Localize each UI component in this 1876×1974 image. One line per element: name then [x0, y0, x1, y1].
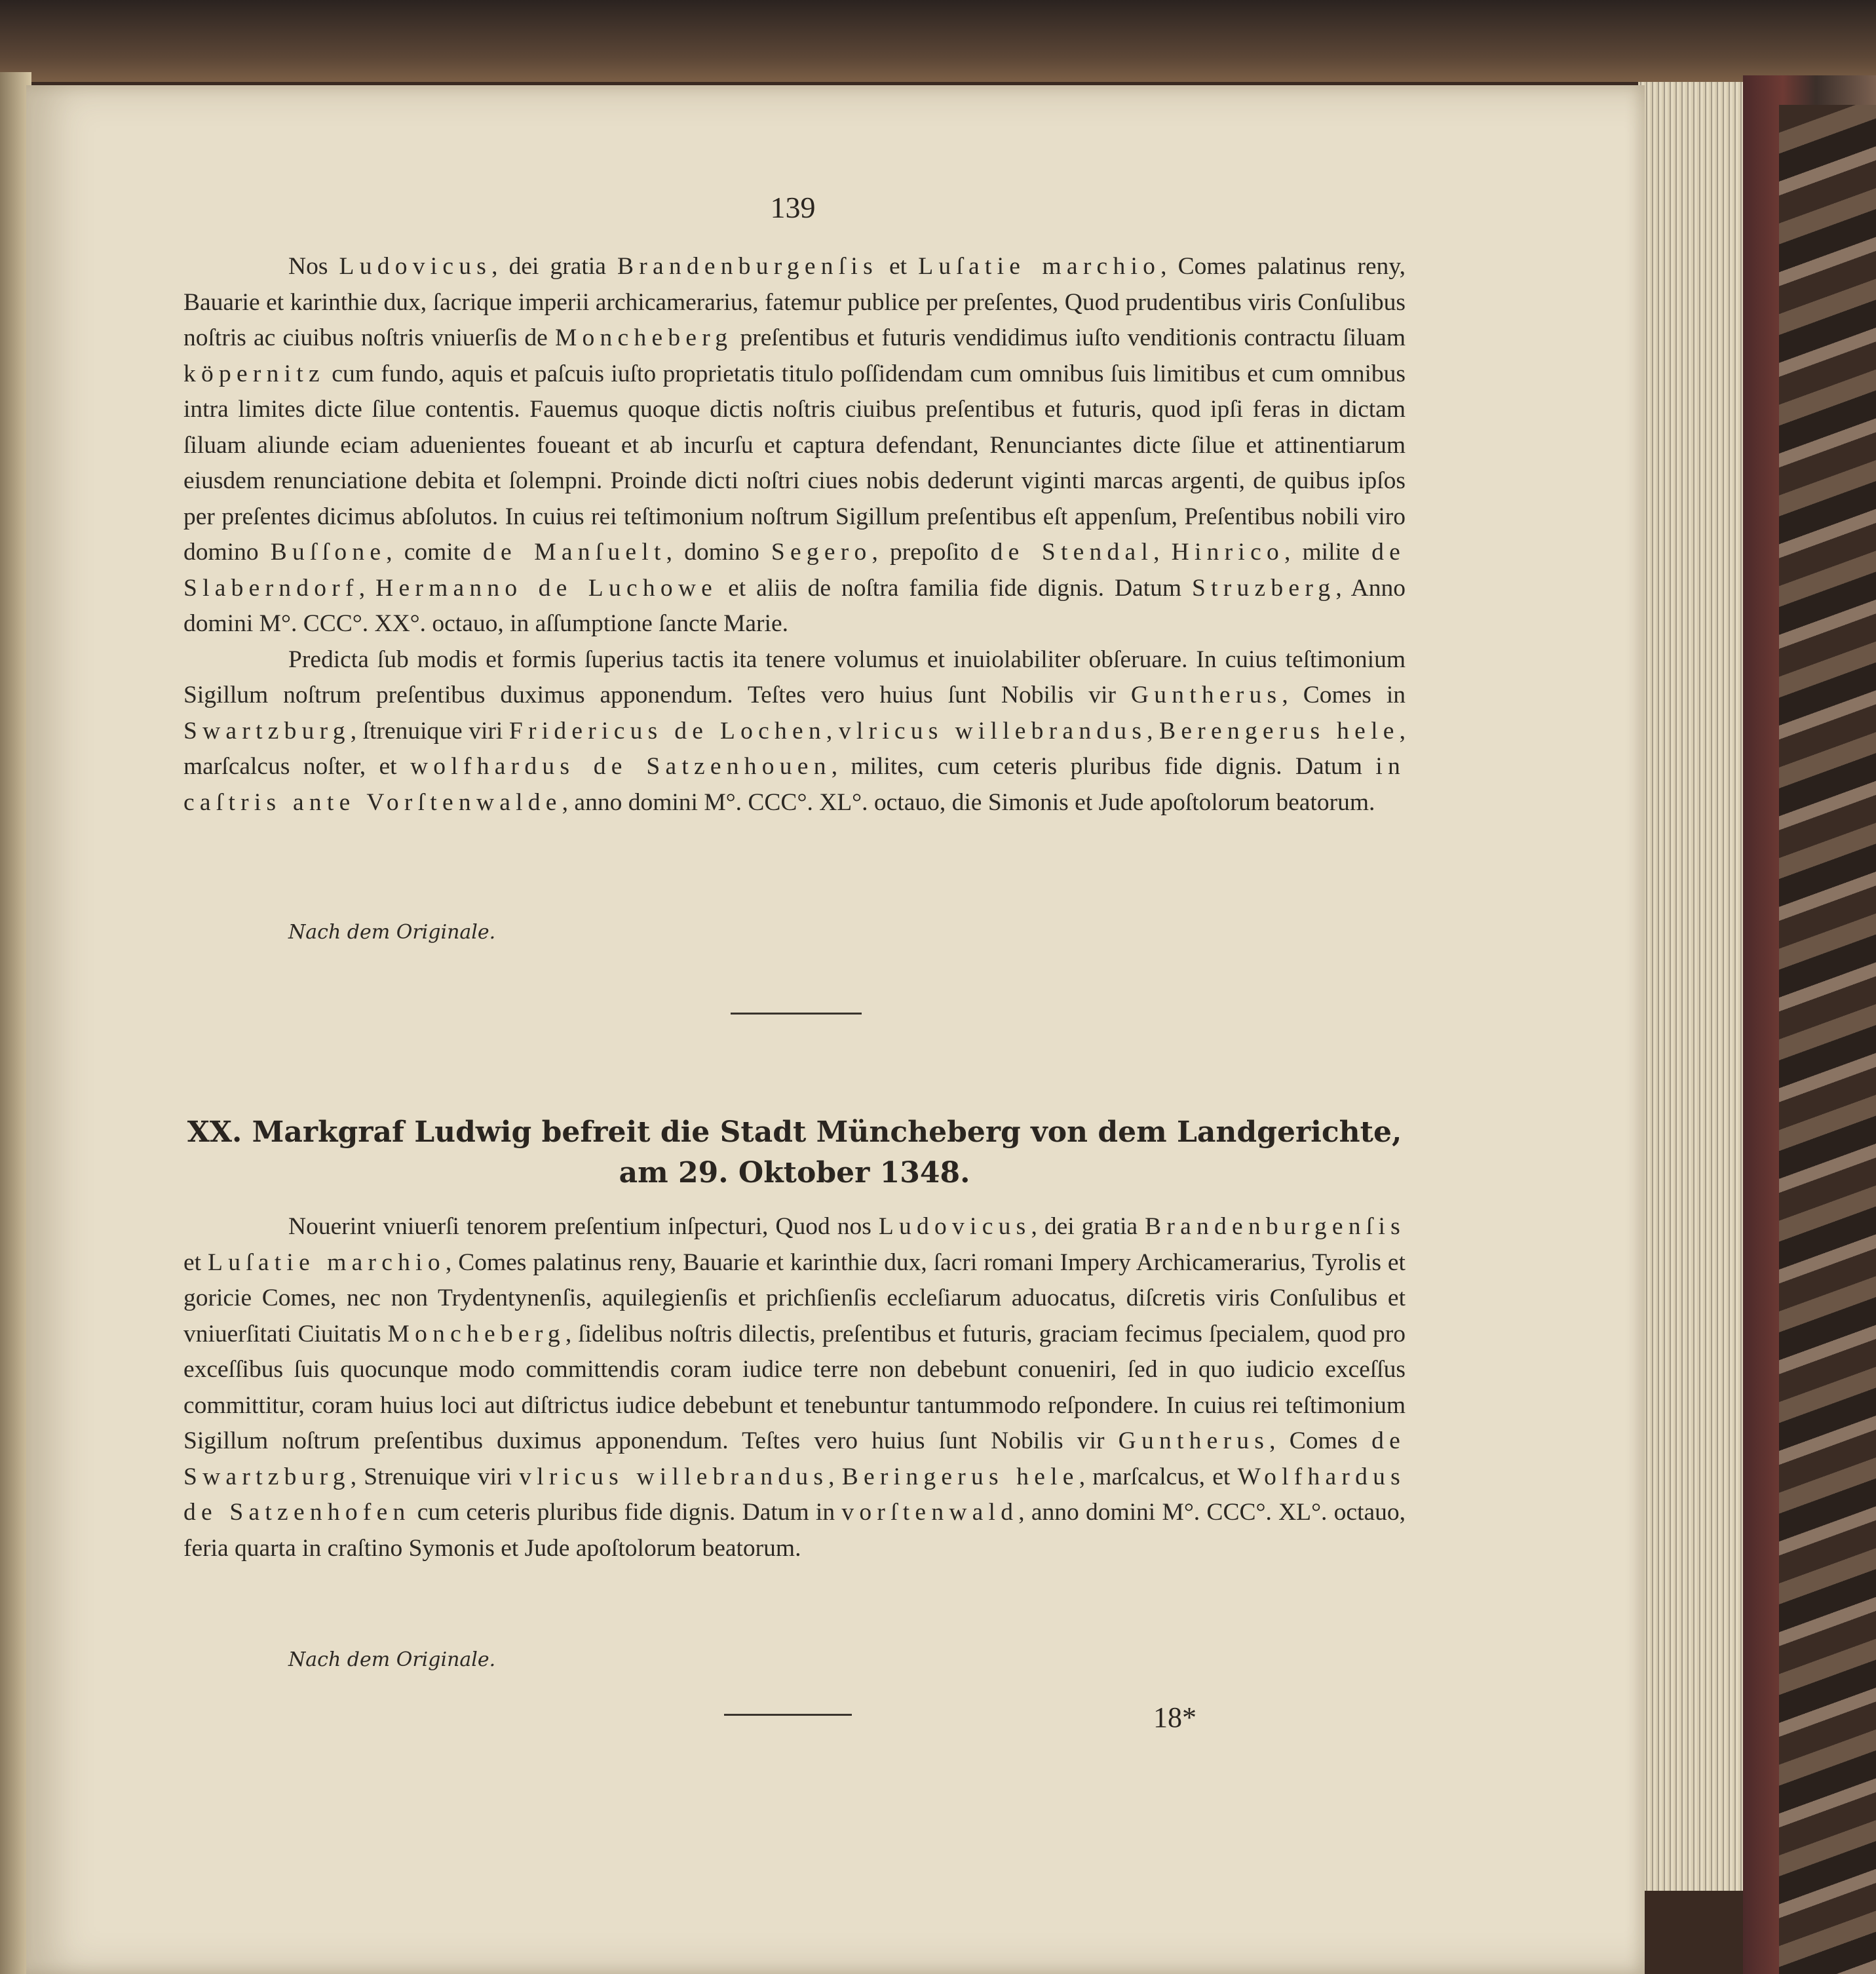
document-heading: XX. Markgraf Ludwig befreit die Stadt Müncheberg von dem Landgerichte, am 29. Oktober 1348. — [187, 1115, 1402, 1190]
footer-divider — [724, 1714, 852, 1716]
page-stack-edge — [1638, 82, 1743, 1891]
section-divider — [731, 1013, 862, 1015]
document-20-text — [183, 1209, 1406, 1566]
paragraph: Nouerint vniuerſi tenorem preſentium inſpecturi, Quod nos Ludovicus, dei gratia Brandenburgenſis et Luſatie marchio, Comes palatinus reny, Bauarie et karinthie dux, ſacri romani Impery Archicamerarius, Tyrolis et goricie Comes, nec non Trydentynenſis, aquilegienſis et prichſienſis eccleſiarum aduocatus, diſcretis viris Conſulibus et vniuerſitati Ciuitatis Moncheberg, ſidelibus noſtris dilectis, preſentibus et futuris, graciam fecimus ſpecialem, quod pro exceſſibus ſuis quocunque modo committendis coram iudice terre non debebunt conueniri, ſed in quo iudicio exceſſus committitur, coram huius loci aut diſtrictus iudice debebunt et tenebuntur tantummodo reſpondere. In cuius rei teſtimonium Sigillum noſtrum preſentibus duximus apponendum. Teſtes vero huius ſunt Nobilis vir Guntherus, Comes de Swartzburg, Strenuique viri vlricus willebrandus, Beringerus hele, marſcalcus, et Wolfhardus de Satzenhofen cum ceteris pluribus fide dignis. Datum in vorſtenwald, anno domini M°. CCC°. XL°. octauo, feria quarta in craſtino Symonis et Jude apoſtolorum beatorum. — [183, 1213, 1406, 1562]
marbled-endpaper — [1779, 105, 1876, 1974]
document-19-text — [183, 249, 1406, 821]
signature-mark: 18* — [1153, 1701, 1196, 1733]
page-number: 139 — [770, 191, 816, 224]
source-note: Nach dem Originale. — [288, 1648, 496, 1671]
paragraph: Predicta ſub modis et formis ſuperius tactis ita tenere volumus et inuiolabiliter obſeruare. In cuius teſtimonium Sigillum noſtrum preſentibus duximus apponendum. Teſtes vero huius ſunt Nobilis vir Guntherus, Comes in Swartzburg, ſtrenuique viri Fridericus de Lochen, vlricus willebrandus, Berengerus hele, marſcalcus noſter, et wolfhardus de Satzenhouen, milites, cum ceteris pluribus fide dignis. Datum in caſtris ante Vorſtenwalde, anno domini M°. CCC°. XL°. octauo, die Simonis et Jude apoſtolorum beatorum. — [183, 646, 1406, 816]
paragraph: Nos Ludovicus, dei gratia Brandenburgenſis et Luſatie marchio, Comes palatinus reny, Bauarie et karinthie dux, ſacrique imperii archicamerarius, fatemur publice per preſentes, Quod prudentibus viris Conſulibus noſtris ac ciuibus noſtris vniuerſis de Moncheberg preſentibus et futuris vendidimus iuſto venditionis contractu ſiluam köpernitz cum fundo, aquis et paſcuis iuſto proprietatis titulo poſſidendam cum omnibus ſuis limitibus et cum omnibus intra limites dicte ſilue contentis. Fauemus quoque dictis noſtris ciuibus preſentibus et futuris, quod ipſi feras in dictam ſiluam aliunde eciam aduenientes foueant et ab incurſu et captura defendant, Renunciantes dicte ſilue et attinentiarum eiusdem renunciatione debita et ſolempni. Proinde dicti noſtri ciues nobis dederunt viginti marcas argenti, de quibus ipſos per preſentes dicimus abſolutos. In cuius rei teſtimonium noſtrum Sigillum preſentibus eſt appenſum, Preſentibus nobili viro domino Buſſone, comite de Manſuelt, domino Segero, prepoſito de Stendal, Hinrico, milite de Slaberndorf, Hermanno de Luchowe et aliis de noſtra familia fide dignis. Datum Struzberg, Anno domini M°. CCC°. XX°. octauo, in aſſumptione ſancte Marie. — [183, 253, 1406, 637]
book-top-edge — [0, 0, 1876, 82]
source-note: Nach dem Originale. — [288, 921, 496, 944]
